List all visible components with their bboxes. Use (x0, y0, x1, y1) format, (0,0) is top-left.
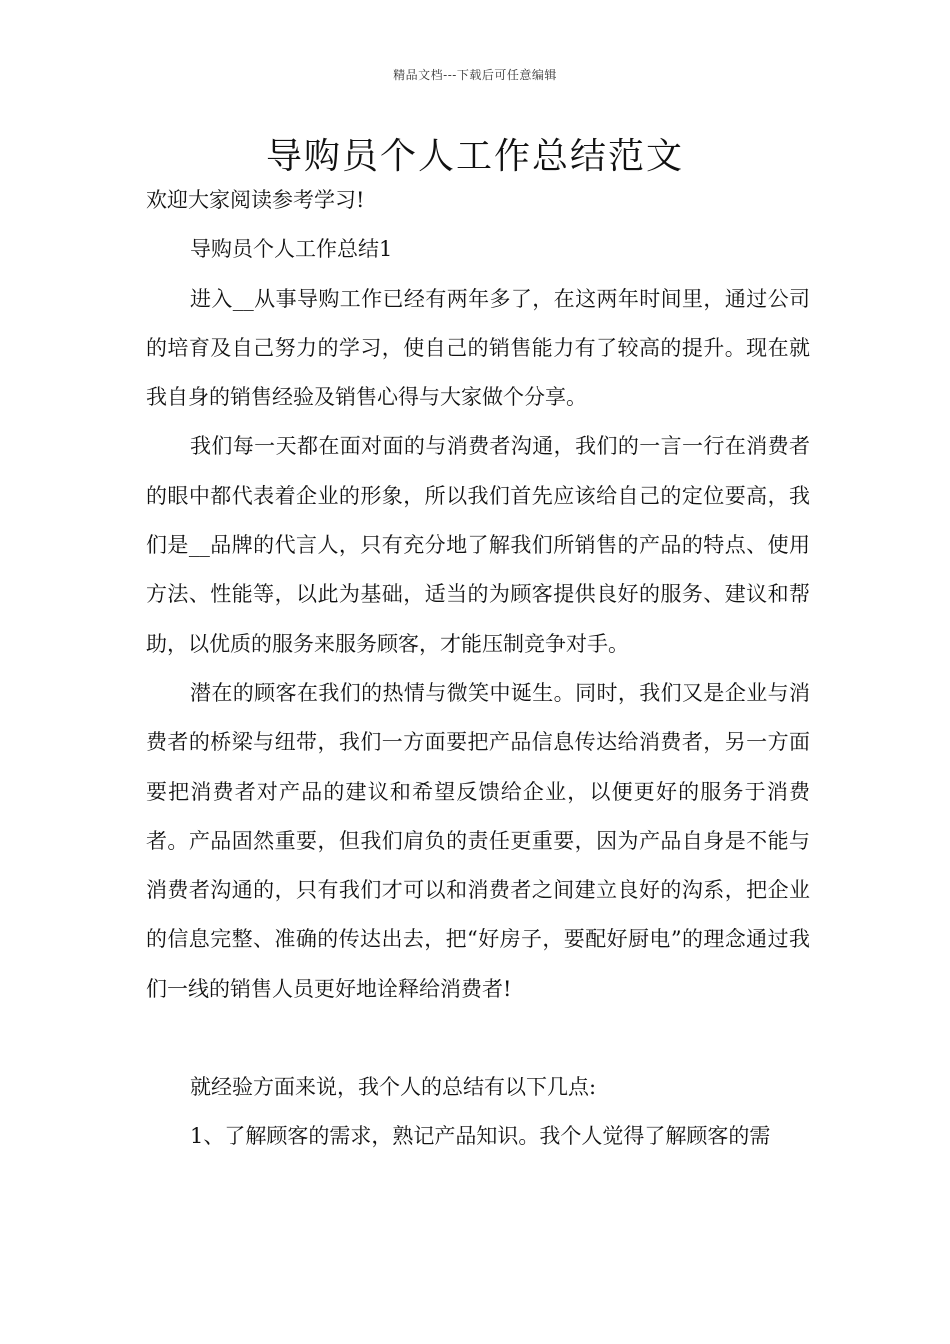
section-subtitle: 导购员个人工作总结1 (190, 237, 393, 262)
paragraph-5: 1、了解顾客的需求，熟记产品知识。我个人觉得了解顾客的需 (190, 1124, 771, 1149)
paragraph-3: 潜在的顾客在我们的热情与微笑中诞生。同时，我们又是企业与消费者的桥梁与纽带，我们一方面要把产品信息传达给消费者，另一方面要把消费者对产品的建议和希望反馈给企业，以便更好的服务于消费者。产品固然重要，但我们肩负的责任更重要，因为产品自身是不能与消费者沟通的，只有我们才可以和消费者之间建立良好的沟系，把企业的信息完整、准确的传达出去，把“好房子，要配好厨电”的理念通过我们一线的销售人员更好地诠释给消费者! (146, 680, 810, 1001)
paragraph-spacer (146, 1014, 810, 1063)
header-note: 精品文档---下载后可任意编辑 (393, 68, 557, 82)
welcome-line: 欢迎大家阅读参考学习! (146, 188, 365, 212)
document-title: 导购员个人工作总结范文 (265, 136, 684, 177)
paragraph-4: 就经验方面来说，我个人的总结有以下几点: (190, 1075, 597, 1100)
paragraph-1: 进入__从事导购工作已经有两年多了，在这两年时间里，通过公司的培育及自己努力的学习，使自己的销售能力有了较高的提升。现在就我自身的销售经验及销售心得与大家做个分享。 (146, 286, 810, 410)
paragraph-2: 我们每一天都在面对面的与消费者沟通，我们的一言一行在消费者的眼中都代表着企业的形象，所以我们首先应该给自己的定位要高，我们是__品牌的代言人，只有充分地了解我们所销售的产品的特点、使用方法、性能等，以此为基础，适当的为顾客提供良好的服务、建议和帮助，以优质的服务来服务顾客，才能压制竞争对手。 (146, 434, 810, 656)
document-body (146, 176, 810, 1162)
